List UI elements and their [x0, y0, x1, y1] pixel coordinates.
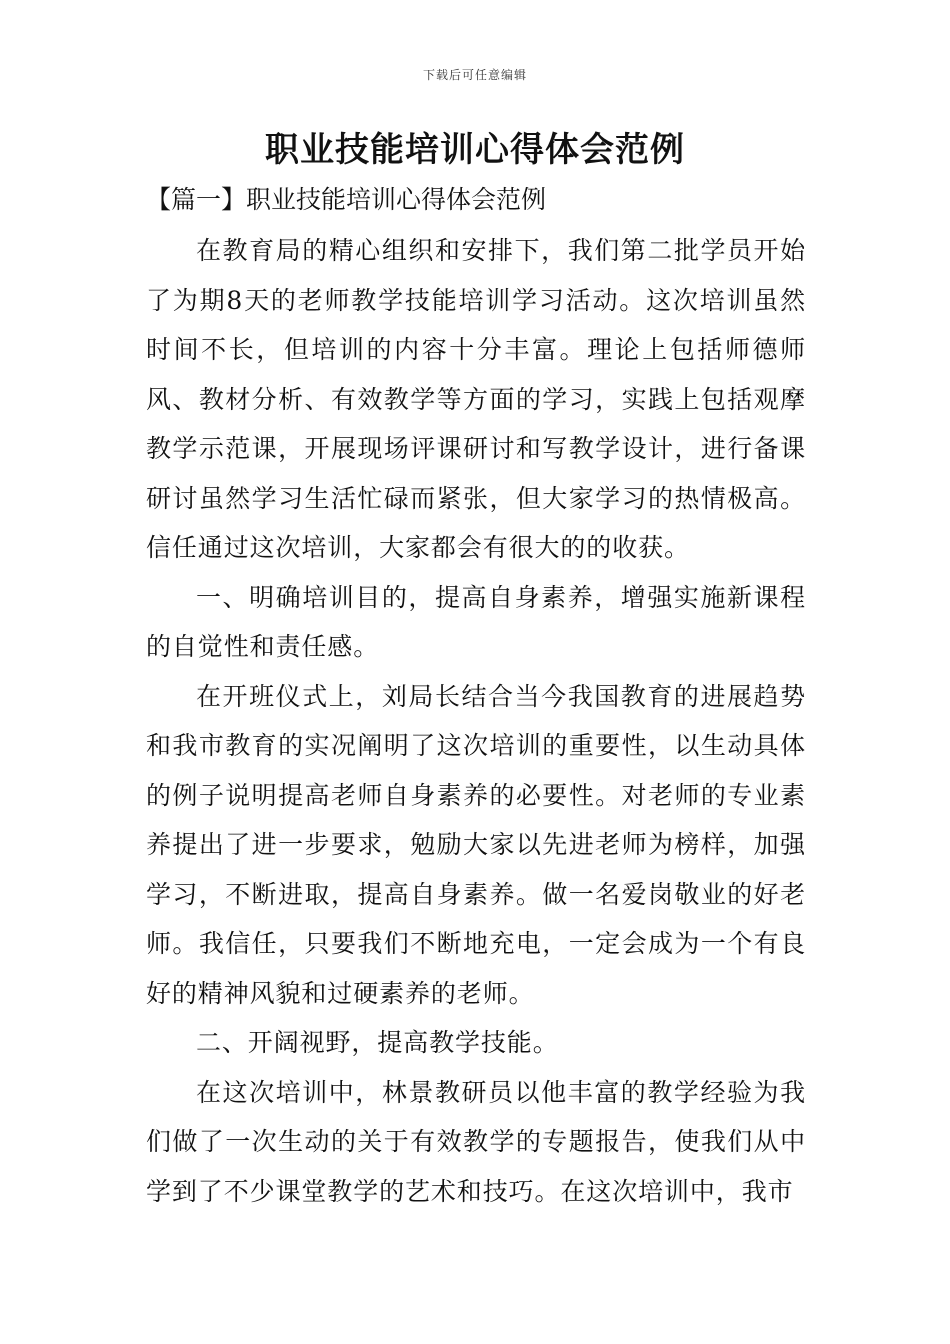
paragraph-opening-ceremony: 在开班仪式上，刘局长结合当今我国教育的进展趋势和我市教育的实况阐明了这次培训的重要性，以生动具体的例子说明提高老师自身素养的必要性。对老师的专业素养提出了进一步要求，勉励大家以先进老师为榜样，加强学习，不断进取，提高自身素养。做一名爱岗敬业的好老师。我信任，只要我们不断地充电，一定会成为一个有良好的精神风貌和过硬素养的老师。	[146, 681, 806, 1008]
paragraph-point-two: 二、开阔视野，提高教学技能。	[196, 1028, 559, 1057]
document-body	[146, 226, 806, 1216]
document-title: 职业技能培训心得体会范例	[265, 130, 685, 170]
header-note: 下载后可任意编辑	[422, 68, 527, 82]
paragraph-training-report: 在这次培训中，林景教研员以他丰富的教学经验为我们做了一次生动的关于有效教学的专题报告，使我们从中学到了不少课堂教学的艺术和技巧。在这次培训中，我市	[146, 1077, 806, 1206]
paragraph-point-one: 一、明确培训目的，提高自身素养，增强实施新课程的自觉性和责任感。	[146, 582, 806, 661]
section-heading: 【篇一】职业技能培训心得体会范例	[146, 185, 547, 214]
paragraph-intro: 在教育局的精心组织和安排下，我们第二批学员开始了为期8天的老师教学技能培训学习活动。这次培训虽然时间不长，但培训的内容十分丰富。理论上包括师德师风、教材分析、有效教学等方面的学习，实践上包括观摩教学示范课，开展现场评课研讨和写教学设计，进行备课研讨虽然学习生活忙碌而紧张，但大家学习的热情极高。信任通过这次培训，大家都会有很大的的收获。	[146, 236, 806, 562]
